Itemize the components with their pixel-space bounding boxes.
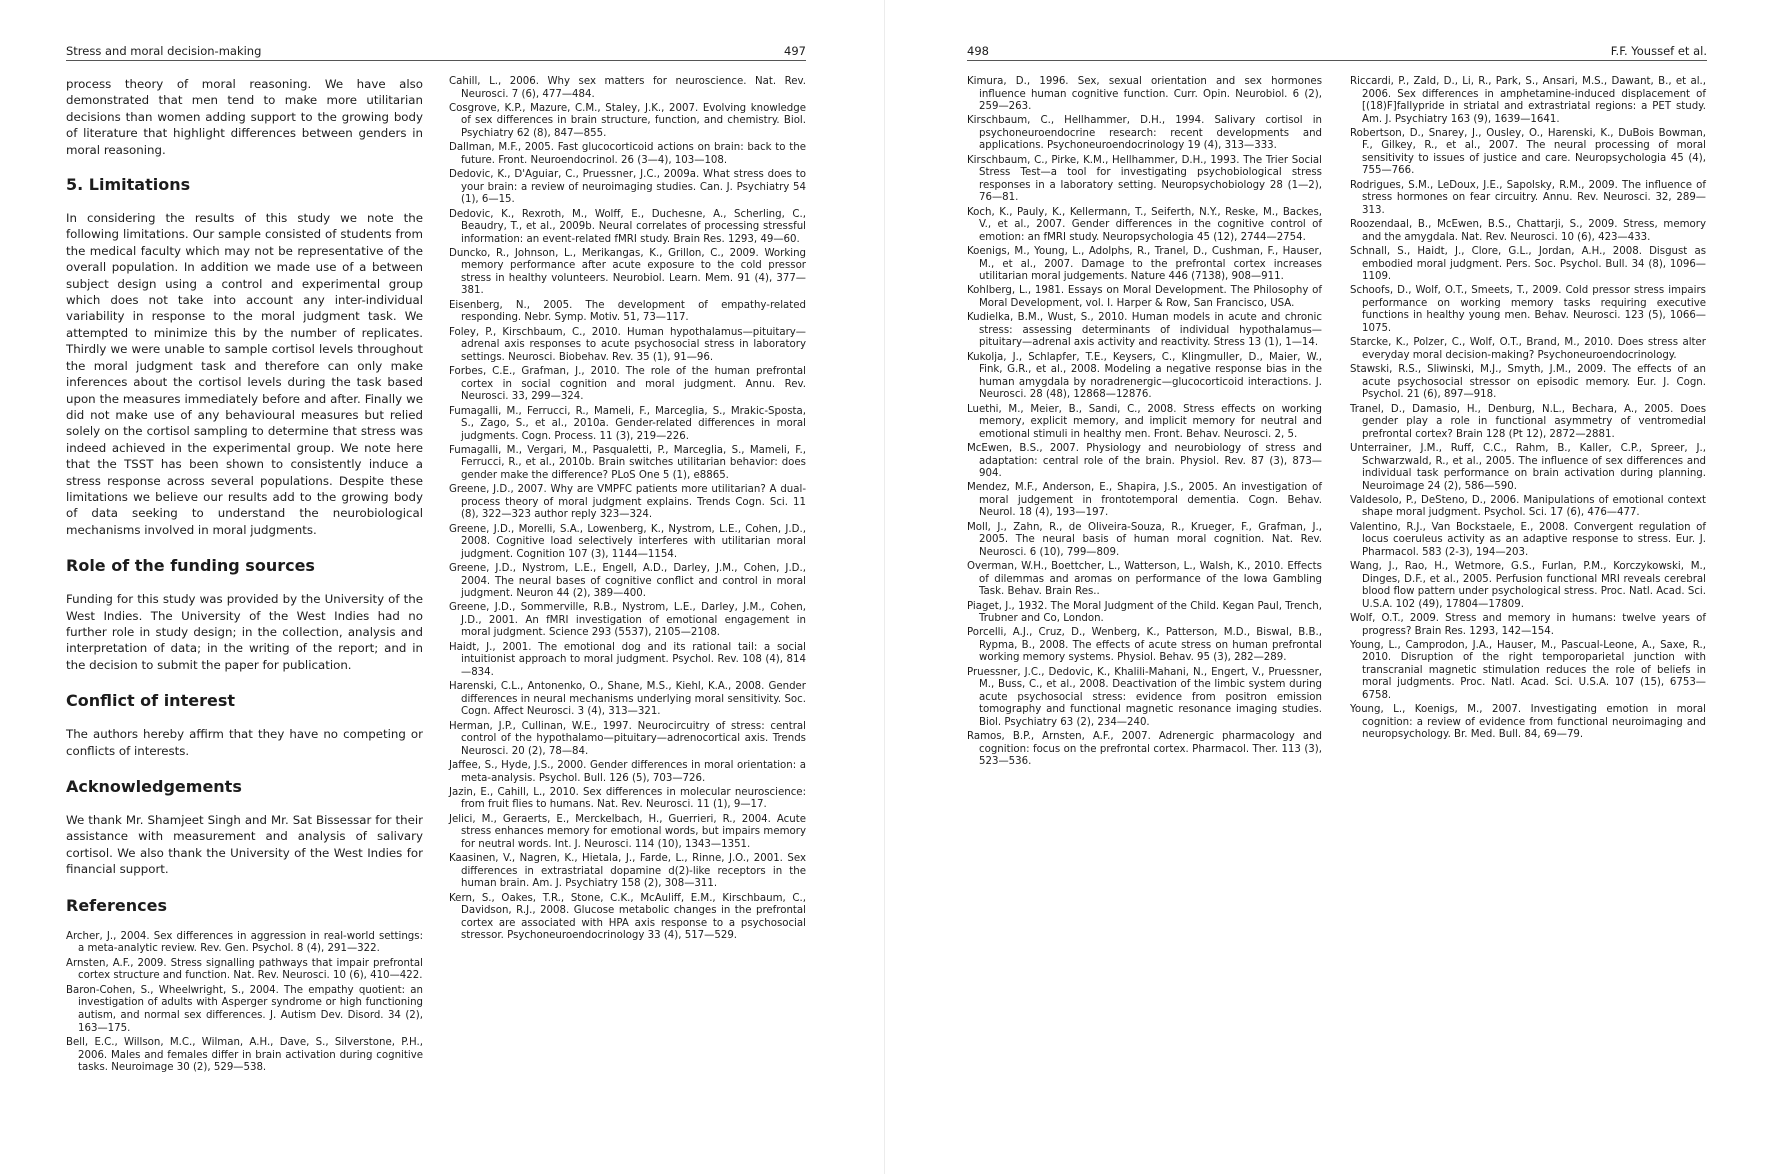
reference-item: Kern, S., Oakes, T.R., Stone, C.K., McAuliff, E.M., Kirschbaum, C., Davidson, R.J., 2008. Glucose metabolic changes in the prefrontal cortex are associated with HPA axis response to a psychosocial stressor. Psychoneuroendocrinology 33 (4), 517—529. bbox=[449, 892, 806, 942]
reference-item: Koch, K., Pauly, K., Kellermann, T., Seiferth, N.Y., Reske, M., Backes, V., et al., 2007. Gender differences in the cognitive control of emotion: an fMRI study. Neuropsychologia 45 (12), 2744—2754. bbox=[967, 206, 1322, 243]
reference-item: Koenigs, M., Young, L., Adolphs, R., Tranel, D., Cushman, F., Hauser, M., et al., 2007. Damage to the prefrontal cortex increases utilitarian moral judgements. Nature 446 (7138), 908—911. bbox=[967, 246, 1322, 283]
running-head-title: Stress and moral decision-making bbox=[66, 44, 262, 58]
left-page-column-2 bbox=[449, 76, 806, 944]
reference-item: Wang, J., Rao, H., Wetmore, G.S., Furlan, P.M., Korczykowski, M., Dinges, D.F., et al., 2005. Perfusion functional MRI reveals cerebral blood flow pattern under psychological stress. Proc. Natl. Acad. Sci. U.S.A. 102 (49), 17804—17809. bbox=[1350, 561, 1706, 610]
reference-item: Unterrainer, J.M., Ruff, C.C., Rahm, B., Kaller, C.P., Spreer, J., Schwarzwald, R., et al., 2005. The influence of sex differences and individual task performance on brain activation during planning. Neuroimage 24 (2), 586—590. bbox=[1350, 443, 1706, 492]
reference-list bbox=[66, 931, 423, 1075]
reference-list bbox=[967, 76, 1322, 769]
reference-item: Ramos, B.P., Arnsten, A.F., 2007. Adrenergic pharmacology and cognition: focus on the prefrontal cortex. Pharmacol. Ther. 113 (3), 523—536. bbox=[967, 731, 1322, 768]
reference-item: Kohlberg, L., 1981. Essays on Moral Development. The Philosophy of Moral Development, vol. I. Harper & Row, San Francisco, USA. bbox=[967, 285, 1322, 309]
left-page-column-1 bbox=[66, 76, 423, 1077]
reference-item: Piaget, J., 1932. The Moral Judgment of the Child. Kegan Paul, Trench, Trubner and Co, London. bbox=[967, 600, 1322, 625]
reference-item: Kudielka, B.M., Wust, S., 2010. Human models in acute and chronic stress: assessing determinants of individual hypothalamus—pituitary—adrenal axis activity and reactivity. Stress 13 (1), 1—14. bbox=[967, 312, 1322, 349]
reference-item: Dallman, M.F., 2005. Fast glucocorticoid actions on brain: back to the future. Front. Neuroendocrinol. 26 (3—4), 103—108. bbox=[449, 142, 806, 166]
reference-item: Greene, J.D., Sommerville, R.B., Nystrom, L.E., Darley, J.M., Cohen, J.D., 2001. An fMRI investigation of emotional engagement in moral judgment. Science 293 (5537), 2105—2108. bbox=[449, 602, 806, 639]
reference-item: Riccardi, P., Zald, D., Li, R., Park, S., Ansari, M.S., Dawant, B., et al., 2006. Sex differences in amphetamine-induced displacement of [(18)F]fallypride in striatal and extrastriatal regions: a PET study. Am. J. Psychiatry 163 (9), 1639—1641. bbox=[1350, 76, 1706, 125]
reference-item: Herman, J.P., Cullinan, W.E., 1997. Neurocircuitry of stress: central control of the hypothalamo—pituitary—adrenocortical axis. Trends Neurosci. 20 (2), 78—84. bbox=[449, 720, 806, 757]
reference-item: Kukolja, J., Schlapfer, T.E., Keysers, C., Klingmuller, D., Maier, W., Fink, G.R., et al., 2008. Modeling a negative response bias in the human amygdala by noradrenergic—glucocorticoid interactions. J. Neurosci. 28 (48), 12868—12876. bbox=[967, 351, 1322, 401]
reference-item: Fumagalli, M., Vergari, M., Pasqualetti, P., Marceglia, S., Mameli, F., Ferrucci, R., et al., 2010b. Brain switches utilitarian behavior: does gender make the difference? PLoS One 5 (1), e8865. bbox=[449, 444, 806, 481]
reference-item: McEwen, B.S., 2007. Physiology and neurobiology of stress and adaptation: central role of the brain. Physiol. Rev. 87 (3), 873—904. bbox=[967, 443, 1322, 480]
reference-item: Eisenberg, N., 2005. The development of empathy-related responding. Nebr. Symp. Motiv. 51, 73—117. bbox=[449, 299, 806, 324]
reference-item: Luethi, M., Meier, B., Sandi, C., 2008. Stress effects on working memory, explicit memory, and implicit memory for neutral and emotional stimuli in healthy men. Front. Behav. Neurosci. 2, 5. bbox=[967, 403, 1322, 440]
reference-item: Starcke, K., Polzer, C., Wolf, O.T., Brand, M., 2010. Does stress alter everyday moral decision-making? Psychoneuroendocrinology. bbox=[1350, 337, 1706, 361]
reference-item: Young, L., Koenigs, M., 2007. Investigating emotion in moral cognition: a review of evidence from functional neuroimaging and neuropsychology. Br. Med. Bull. 84, 69—79. bbox=[1350, 704, 1706, 741]
reference-item: Duncko, R., Johnson, L., Merikangas, K., Grillon, C., 2009. Working memory performance after acute exposure to the cold pressor stress in healthy volunteers. Neurobiol. Learn. Mem. 91 (4), 377—381. bbox=[449, 247, 806, 297]
reference-item: Bell, E.C., Willson, M.C., Wilman, A.H., Dave, S., Silverstone, P.H., 2006. Males and females differ in brain activation during cognitive tasks. Neuroimage 30 (2), 529—538. bbox=[66, 1037, 423, 1074]
reference-item: Greene, J.D., Nystrom, L.E., Engell, A.D., Darley, J.M., Cohen, J.D., 2004. The neural bases of cognitive conflict and control in moral judgment. Neuron 44 (2), 389—400. bbox=[449, 563, 806, 600]
running-head bbox=[66, 45, 806, 61]
reference-item: Cosgrove, K.P., Mazure, C.M., Staley, J.K., 2007. Evolving knowledge of sex differences in brain structure, function, and chemistry. Biol. Psychiatry 62 (8), 847—855. bbox=[449, 102, 806, 139]
page-number: 497 bbox=[784, 44, 806, 58]
reference-item: Greene, J.D., Morelli, S.A., Lowenberg, K., Nystrom, L.E., Cohen, J.D., 2008. Cognitive load selectively interferes with utilitarian moral judgment. Cognition 107 (3), 1144—1154. bbox=[449, 523, 806, 560]
conflict-paragraph: The authors hereby affirm that they have no competing or conflicts of interests. bbox=[66, 727, 423, 758]
reference-item: Tranel, D., Damasio, H., Denburg, N.L., Bechara, A., 2005. Does gender play a role in functional asymmetry of ventromedial prefrontal cortex? Brain 128 (Pt 12), 2872—2881. bbox=[1350, 403, 1706, 440]
reference-item: Harenski, C.L., Antonenko, O., Shane, M.S., Kiehl, K.A., 2008. Gender differences in neural mechanisms underlying moral sensitivity. Soc. Cogn. Affect Neurosci. 3 (4), 313—321. bbox=[449, 681, 806, 718]
reference-item: Greene, J.D., 2007. Why are VMPFC patients more utilitarian? A dual-process theory of moral judgment explains. Trends Cogn. Sci. 11 (8), 322—323 author reply 323—324. bbox=[449, 484, 806, 521]
references-heading: References bbox=[66, 895, 167, 915]
reference-item: Wolf, O.T., 2009. Stress and memory in humans: twelve years of progress? Brain Res. 1293, 142—154. bbox=[1350, 613, 1706, 637]
reference-item: Jazin, E., Cahill, L., 2010. Sex differences in molecular neuroscience: from fruit flies to humans. Nat. Rev. Neurosci. 11 (1), 9—17. bbox=[449, 786, 806, 811]
reference-item: Baron-Cohen, S., Wheelwright, S., 2004. The empathy quotient: an investigation of adults with Asperger syndrome or high functioning autism, and normal sex differences. J. Autism Dev. Disord. 34 (2), 163—175. bbox=[66, 984, 423, 1034]
reference-item: Kimura, D., 1996. Sex, sexual orientation and sex hormones influence human cognitive function. Curr. Opin. Neurobiol. 6 (2), 259—263. bbox=[967, 76, 1322, 112]
running-head-authors: F.F. Youssef et al. bbox=[1610, 44, 1707, 58]
running-head bbox=[967, 45, 1707, 61]
funding-paragraph: Funding for this study was provided by the University of the West Indies. The University of the West Indies had no further role in study design; in the collection, analysis and interpretation of data; in the writing of the report; and in the decision to submit the paper for publication. bbox=[66, 592, 423, 672]
funding-heading: Role of the funding sources bbox=[66, 556, 315, 576]
reference-item: Roozendaal, B., McEwen, B.S., Chattarji, S., 2009. Stress, memory and the amygdala. Nat. Rev. Neurosci. 10 (6), 423—433. bbox=[1350, 219, 1706, 243]
reference-item: Arnsten, A.F., 2009. Stress signalling pathways that impair prefrontal cortex structure and function. Nat. Rev. Neurosci. 10 (6), 410—422. bbox=[66, 957, 423, 982]
reference-item: Jaffee, S., Hyde, J.S., 2000. Gender differences in moral orientation: a meta-analysis. Psychol. Bull. 126 (5), 703—726. bbox=[449, 760, 806, 784]
limitations-heading: 5. Limitations bbox=[66, 175, 191, 195]
reference-item: Pruessner, J.C., Dedovic, K., Khalili-Mahani, N., Engert, V., Pruessner, M., Buss, C., et al., 2008. Deactivation of the limbic system during acute psychosocial stress: evidence from positron emission tomography and functional magnetic resonance imaging studies. Biol. Psychiatry 63 (2), 234—240. bbox=[967, 666, 1322, 728]
acknowledgements-paragraph: We thank Mr. Shamjeet Singh and Mr. Sat Bissessar for their assistance with measurement and analysis of salivary cortisol. We also thank the University of the West Indies for financial support. bbox=[66, 813, 423, 877]
reference-list bbox=[1350, 76, 1706, 742]
reference-item: Valentino, R.J., Van Bockstaele, E., 2008. Convergent regulation of locus coeruleus activity as an adaptive response to stress. Eur. J. Pharmacol. 583 (2-3), 194—203. bbox=[1350, 521, 1706, 558]
reference-item: Rodrigues, S.M., LeDoux, J.E., Sapolsky, R.M., 2009. The influence of stress hormones on fear circuitry. Annu. Rev. Neurosci. 32, 289—313. bbox=[1350, 179, 1706, 216]
right-page-column-2 bbox=[1350, 76, 1706, 744]
reference-item: Fumagalli, M., Ferrucci, R., Mameli, F., Marceglia, S., Mrakic-Sposta, S., Zago, S., et al., 2010a. Gender-related differences in moral judgments. Cogn. Process. 11 (3), 219—226. bbox=[449, 405, 806, 442]
reference-item: Moll, J., Zahn, R., de Oliveira-Souza, R., Krueger, F., Grafman, J., 2005. The neural basis of human moral cognition. Nat. Rev. Neurosci. 6 (10), 799—809. bbox=[967, 521, 1322, 558]
reference-item: Schoofs, D., Wolf, O.T., Smeets, T., 2009. Cold pressor stress impairs performance on working memory tasks requiring executive functions in healthy young men. Behav. Neurosci. 123 (5), 1066—1075. bbox=[1350, 285, 1706, 334]
reference-item: Valdesolo, P., DeSteno, D., 2006. Manipulations of emotional context shape moral judgment. Psychol. Sci. 17 (6), 476—477. bbox=[1350, 494, 1706, 519]
reference-list bbox=[449, 76, 806, 943]
acknowledgements-heading: Acknowledgements bbox=[66, 777, 242, 796]
reference-item: Mendez, M.F., Anderson, E., Shapira, J.S., 2005. An investigation of moral judgement in frontotemporal dementia. Cogn. Behav. Neurol. 18 (4), 193—197. bbox=[967, 482, 1322, 519]
page-number: 498 bbox=[967, 44, 989, 58]
reference-item: Porcelli, A.J., Cruz, D., Wenberg, K., Patterson, M.D., Biswal, B.B., Rypma, B., 2008. The effects of acute stress on human prefrontal working memory systems. Physiol. Behav. 95 (3), 282—289. bbox=[967, 627, 1322, 664]
reference-item: Dedovic, K., Rexroth, M., Wolff, E., Duchesne, A., Scherling, C., Beaudry, T., et al., 2009b. Neural correlates of processing stressful information: an event-related fMRI study. Brain Res. 1293, 49—60. bbox=[449, 208, 806, 245]
reference-item: Foley, P., Kirschbaum, C., 2010. Human hypothalamus—pituitary—adrenal axis responses to acute psychosocial stress in laboratory settings. Neurosci. Biobehav. Rev. 35 (1), 91—96. bbox=[449, 326, 806, 363]
reference-item: Forbes, C.E., Grafman, J., 2010. The role of the human prefrontal cortex in social cognition and moral judgment. Annu. Rev. Neurosci. 33, 299—324. bbox=[449, 366, 806, 403]
reference-item: Young, L., Camprodon, J.A., Hauser, M., Pascual-Leone, A., Saxe, R., 2010. Disruption of the right temporoparietal junction with transcranial magnetic stimulation reduces the role of beliefs in moral judgments. Proc. Natl. Acad. Sci. U.S.A. 107 (15), 6753—6758. bbox=[1350, 639, 1706, 701]
right-page bbox=[885, 0, 1765, 1174]
reference-item: Archer, J., 2004. Sex differences in aggression in real-world settings: a meta-analytic review. Rev. Gen. Psychol. 8 (4), 291—322. bbox=[66, 930, 423, 955]
reference-item: Overman, W.H., Boettcher, L., Watterson, L., Walsh, K., 2010. Effects of dilemmas and aromas on performance of the Iowa Gambling Task. Behav. Brain Res.. bbox=[967, 561, 1322, 598]
reference-item: Jelici, M., Geraerts, E., Merckelbach, H., Guerrieri, R., 2004. Acute stress enhances memory for emotional words, but impairs memory for neutral words. Int. J. Neurosci. 114 (10), 1343—1351. bbox=[449, 813, 806, 850]
reference-item: Robertson, D., Snarey, J., Ousley, O., Harenski, K., DuBois Bowman, F., Gilkey, R., et al., 2007. The neural processing of moral sensitivity to issues of justice and care. Neuropsychologia 45 (4), 755—766. bbox=[1350, 127, 1706, 177]
reference-item: Schnall, S., Haidt, J., Clore, G.L., Jordan, A.H., 2008. Disgust as embodied moral judgment. Pers. Soc. Psychol. Bull. 34 (8), 1096—1109. bbox=[1350, 246, 1706, 283]
reference-item: Cahill, L., 2006. Why sex matters for neuroscience. Nat. Rev. Neurosci. 7 (6), 477—484. bbox=[449, 76, 806, 100]
reference-item: Stawski, R.S., Sliwinski, M.J., Smyth, J.M., 2009. The effects of an acute psychosocial stressor on episodic memory. Eur. J. Cogn. Psychol. 21 (6), 897—918. bbox=[1350, 364, 1706, 401]
reference-item: Kaasinen, V., Nagren, K., Hietala, J., Farde, L., Rinne, J.O., 2001. Sex differences in extrastriatal dopamine d(2)-like receptors in the human brain. Am. J. Psychiatry 158 (2), 308—311. bbox=[449, 853, 806, 890]
reference-item: Dedovic, K., D'Aguiar, C., Pruessner, J.C., 2009a. What stress does to your brain: a review of neuroimaging studies. Can. J. Psychiatry 54 (1), 6—15. bbox=[449, 169, 806, 206]
discussion-paragraph: process theory of moral reasoning. We have also demonstrated that men tend to make more utilitarian decisions than women adding support to the growing body of literature that highlight differences between genders in moral reasoning. bbox=[66, 77, 423, 157]
conflict-heading: Conflict of interest bbox=[66, 691, 235, 711]
reference-item: Kirschbaum, C., Pirke, K.M., Hellhammer, D.H., 1993. The Trier Social Stress Test—a tool for investigating psychobiological stress responses in a laboratory setting. Neuropsychobiology 28 (1—2), 76—81. bbox=[967, 154, 1322, 204]
reference-item: Haidt, J., 2001. The emotional dog and its rational tail: a social intuitionist approach to moral judgment. Psychol. Rev. 108 (4), 814—834. bbox=[449, 641, 806, 678]
limitations-paragraph: In considering the results of this study we note the following limitations. Our sample consisted of students from the medical faculty which may not be representative of the overall population. In addition we made use of a between subject design using a control and experimental group which does not take into account any inter-individual variability in response to the moral judgment task. We attempted to minimize this by the number of replicates. Thirdly we were unable to sample cortisol levels throughout the moral judgment task and therefore can only make inferences about the cortisol levels during the task based upon the measures immediately before and after. Finally we did not make use of any behavioural measures but relied solely on the cortisol sampling to determine that stress was indeed achieved in the experimental group. We note here that the TSST has been shown to consistently induce a stress response across several populations. Despite these limitations we believe our results add to the growing body of data seeking to understand the neurobiological mechanisms involved in moral judgments. bbox=[66, 211, 423, 537]
right-page-column-1 bbox=[967, 76, 1322, 771]
reference-item: Kirschbaum, C., Hellhammer, D.H., 1994. Salivary cortisol in psychoneuroendocrine research: recent developments and applications. Psychoneuroendocrinology 19 (4), 313—333. bbox=[967, 115, 1322, 152]
